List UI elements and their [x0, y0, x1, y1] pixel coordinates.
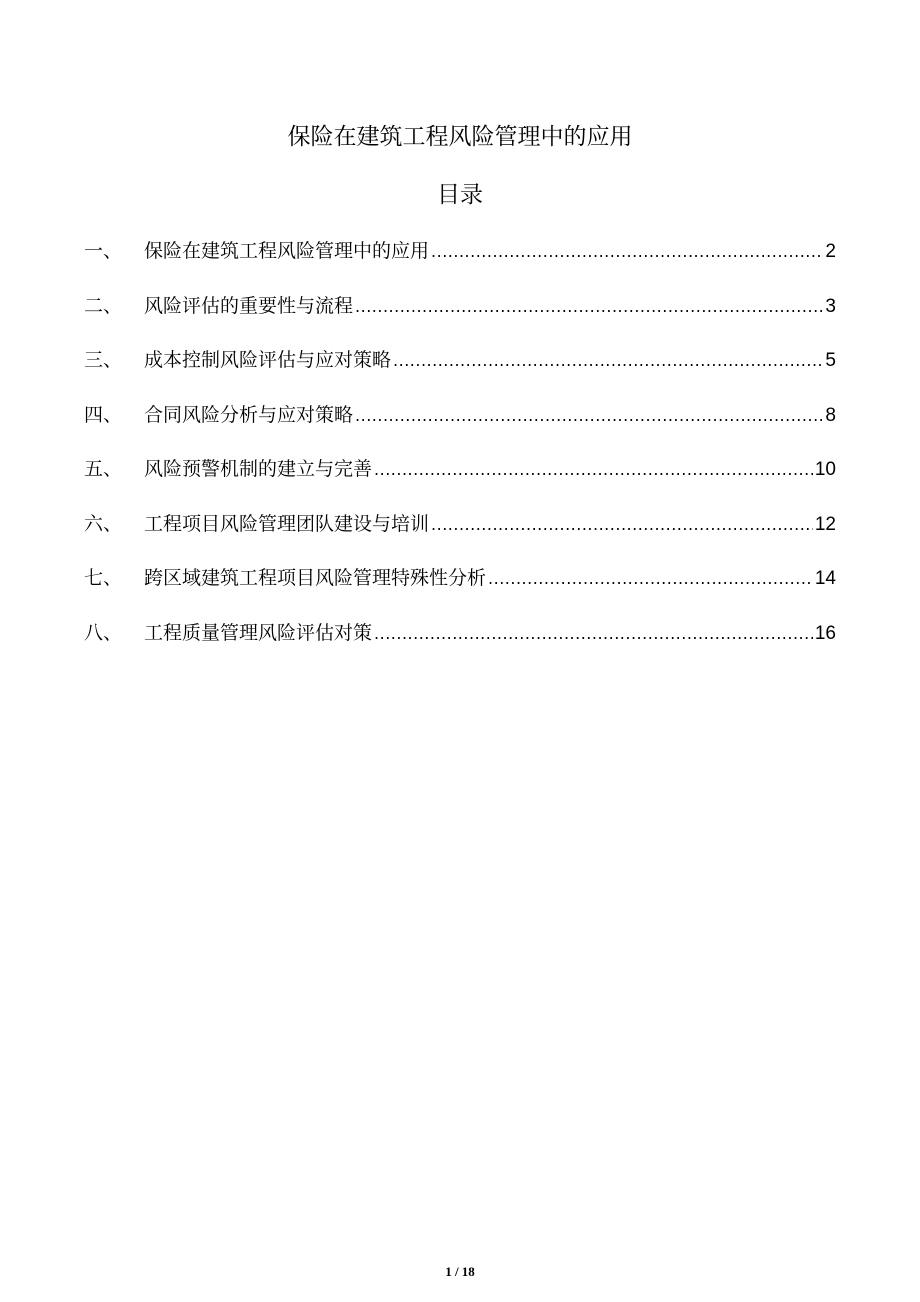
toc-entry-title: 工程质量管理风险评估对策: [144, 621, 373, 644]
toc-heading: 目录: [437, 182, 483, 208]
toc-entry-number: 三、: [84, 349, 123, 371]
toc-entry-number: 八、: [84, 621, 123, 644]
toc-entry-3[interactable]: [84, 341, 836, 396]
toc-entry-1[interactable]: [84, 232, 836, 287]
toc-entry-page: 5: [825, 350, 836, 371]
toc-entry-4[interactable]: [84, 396, 836, 451]
toc-entry-8[interactable]: [84, 614, 836, 669]
toc-dot-leader: [355, 397, 823, 435]
toc-entry-title: 跨区域建筑工程项目风险管理特殊性分析: [144, 567, 487, 589]
toc-entry-page: 16: [814, 622, 836, 644]
toc-entry-2[interactable]: [84, 287, 836, 342]
toc-entry-title: 风险评估的重要性与流程: [144, 294, 354, 317]
page-indicator: 1 / 18: [445, 1264, 475, 1279]
toc-dot-leader: [431, 233, 823, 271]
toc-entry-page: 3: [825, 295, 836, 317]
toc-entry-number: 四、: [84, 403, 123, 426]
toc-dot-leader: [355, 288, 823, 326]
toc-entry-title: 风险预警机制的建立与完善: [144, 458, 373, 480]
toc-entry-page: 12: [814, 513, 836, 535]
toc-dot-leader: [488, 560, 813, 598]
toc-entry-6[interactable]: [84, 505, 836, 560]
toc-entry-page: 14: [814, 568, 836, 589]
toc-dot-leader: [374, 615, 813, 653]
toc-entry-title: 合同风险分析与应对策略: [144, 403, 354, 426]
toc-dot-leader: [374, 451, 813, 489]
toc-entry-title: 保险在建筑工程风险管理中的应用: [144, 240, 430, 262]
document-title: 保险在建筑工程风险管理中的应用: [287, 124, 633, 150]
toc-entry-page: 8: [825, 404, 836, 426]
toc-entry-number: 一、: [84, 240, 123, 262]
toc-entry-number: 七、: [84, 567, 123, 589]
toc-entry-number: 六、: [84, 512, 123, 535]
toc-dot-leader: [393, 342, 823, 380]
toc-entry-page: 10: [814, 459, 836, 480]
toc-entry-title: 工程项目风险管理团队建设与培训: [144, 512, 430, 535]
toc-entry-5[interactable]: [84, 450, 836, 505]
toc-entry-number: 二、: [84, 294, 123, 317]
toc-entry-page: 2: [825, 241, 836, 262]
toc-entry-number: 五、: [84, 458, 123, 480]
table-of-contents: [84, 232, 836, 668]
toc-dot-leader: [431, 506, 813, 544]
toc-entry-title: 成本控制风险评估与应对策略: [144, 349, 392, 371]
toc-entry-7[interactable]: [84, 559, 836, 614]
